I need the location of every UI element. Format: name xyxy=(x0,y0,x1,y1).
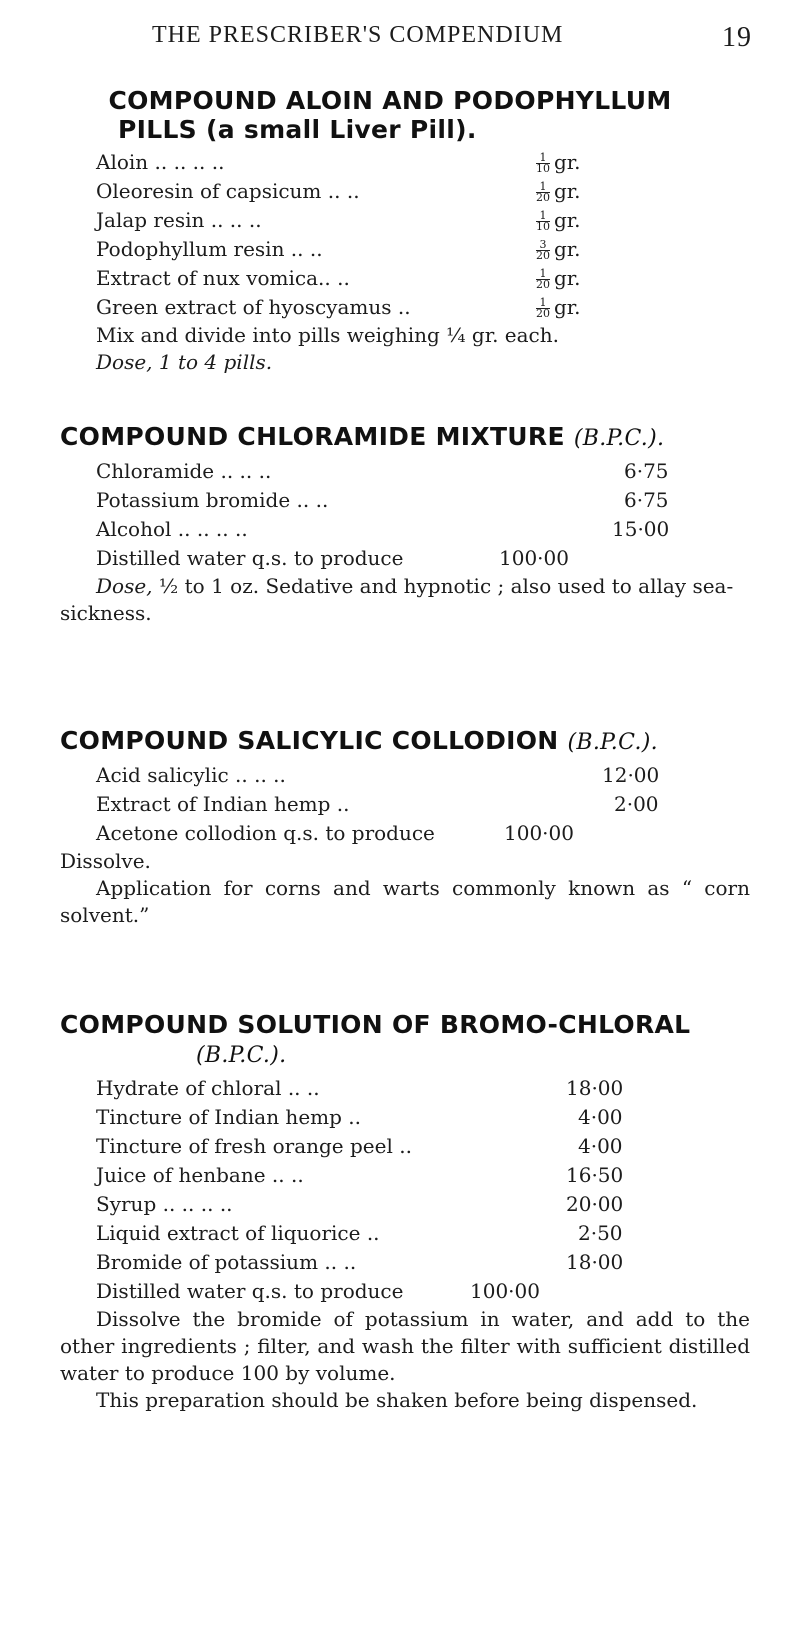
ingredient-amount: 100·00 xyxy=(470,1279,540,1303)
ingredient-row xyxy=(96,206,750,235)
ingredient-amount: 6·75 xyxy=(624,459,669,483)
ingredient-row xyxy=(96,1190,750,1219)
ingredient-row xyxy=(96,1161,750,1190)
ingredient-row xyxy=(96,1219,750,1248)
section-bromo-chloral-solution xyxy=(60,1010,750,1414)
section-aloin-pills xyxy=(60,86,750,376)
ingredient-amount: 18·00 xyxy=(566,1250,624,1274)
usage-notes: Application for corns and warts commonly known as “ corn solvent.” xyxy=(60,876,750,927)
pharmacopoeia-ref: (B.P.C.). xyxy=(573,426,665,451)
ingredient-row xyxy=(96,1248,750,1277)
ingredient-row xyxy=(96,457,750,486)
ingredient-name: Potassium bromide .. .. xyxy=(96,488,329,512)
dose-label: Dose, xyxy=(96,574,153,598)
usage-notes: This preparation should be shaken before being dispensed. xyxy=(96,1388,698,1412)
ingredient-name: Jalap resin .. .. .. xyxy=(96,208,262,232)
running-title: THE PRESCRIBER'S COMPENDIUM xyxy=(152,22,564,48)
section-title: COMPOUND ALOIN AND PODOPHYLLUM xyxy=(108,86,672,115)
ingredient-name: Liquid extract of liquorice .. xyxy=(96,1221,380,1245)
ingredient-amount: $\frac{1}{20}$ gr. xyxy=(536,295,581,320)
ingredient-name: Extract of nux vomica.. .. xyxy=(96,266,350,290)
pharmacopoeia-ref: (B.P.C.). xyxy=(196,1043,287,1068)
ingredient-row xyxy=(96,544,750,573)
ingredient-amount: 2·50 xyxy=(578,1221,623,1245)
ingredient-amount: 15·00 xyxy=(612,517,670,541)
pharmacopoeia-ref: (B.P.C.). xyxy=(567,730,658,755)
ingredient-name: Green extract of hyoscyamus .. xyxy=(96,295,411,319)
fraction: $\frac{1}{20}$ xyxy=(536,296,550,320)
ingredient-row xyxy=(96,486,750,515)
ingredient-amount: 6·75 xyxy=(624,488,669,512)
ingredient-row xyxy=(96,177,750,206)
ingredient-name: Aloin .. .. .. .. xyxy=(96,150,225,174)
section-title-row xyxy=(60,726,750,755)
ingredient-row xyxy=(96,761,750,790)
ingredient-name: Hydrate of chloral .. .. xyxy=(96,1076,320,1100)
ingredient-amount: 2·00 xyxy=(614,792,659,816)
fraction: $\frac{1}{20}$ xyxy=(536,267,550,291)
preparation-instructions: Mix and divide into pills weighing ¼ gr. each. xyxy=(96,323,559,347)
ingredient-amount: 4·00 xyxy=(578,1105,623,1129)
section-chloramide-mixture xyxy=(60,422,750,627)
ingredient-amount: $\frac{1}{20}$ gr. xyxy=(536,266,581,291)
section-title-row xyxy=(60,1039,750,1068)
page-number: 19 xyxy=(722,22,752,53)
ingredient-row xyxy=(96,819,750,848)
ingredient-amount: 16·50 xyxy=(566,1163,624,1187)
dose-text: Dose, 1 to 4 pills. xyxy=(96,350,273,374)
ingredient-amount: 100·00 xyxy=(499,546,569,570)
fraction: $\frac{1}{20}$ xyxy=(536,180,550,204)
ingredient-amount: $\frac{1}{10}$ gr. xyxy=(536,208,581,233)
ingredient-amount: $\frac{1}{10}$ gr. xyxy=(536,150,581,175)
ingredient-name: Juice of henbane .. .. xyxy=(96,1163,304,1187)
section-salicylic-collodion xyxy=(60,726,750,929)
ingredient-row xyxy=(96,790,750,819)
preparation-instructions: Dissolve the bromide of potassium in water, and add to the other ingredients ; filter, and wash the filter with sufficient distilled water to produce 100 by volume. xyxy=(60,1307,750,1385)
ingredient-name: Alcohol .. .. .. .. xyxy=(96,517,248,541)
section-subtitle: PILLS (a small Liver Pill). xyxy=(118,115,477,144)
ingredient-name: Tincture of fresh orange peel .. xyxy=(96,1134,412,1158)
section-title: COMPOUND CHLORAMIDE MIXTURE xyxy=(60,422,565,451)
ingredient-amount: 4·00 xyxy=(578,1134,623,1158)
ingredient-name: Acetone collodion q.s. to produce xyxy=(96,821,435,845)
ingredient-amount: $\frac{1}{20}$ gr. xyxy=(536,179,581,204)
ingredient-name: Oleoresin of capsicum .. .. xyxy=(96,179,360,203)
ingredient-row xyxy=(96,293,750,322)
ingredient-row xyxy=(96,1277,750,1306)
ingredient-name: Acid salicylic .. .. .. xyxy=(96,763,286,787)
fraction: $\frac{3}{20}$ xyxy=(536,238,550,262)
preparation-instructions: Dissolve. xyxy=(60,849,151,873)
fraction: $\frac{1}{10}$ xyxy=(536,151,550,175)
ingredient-name: Chloramide .. .. .. xyxy=(96,459,272,483)
ingredient-name: Syrup .. .. .. .. xyxy=(96,1192,233,1216)
dose-text xyxy=(60,573,750,627)
dose-description: ½ to 1 oz. Sedative and hypnotic ; also used to allay sea-sickness. xyxy=(60,574,734,625)
ingredient-amount: 18·00 xyxy=(566,1076,624,1100)
ingredient-amount: 12·00 xyxy=(602,763,660,787)
ingredient-name: Extract of Indian hemp .. xyxy=(96,792,350,816)
ingredient-name: Distilled water q.s. to produce xyxy=(96,546,404,570)
ingredient-amount: $\frac{3}{20}$ gr. xyxy=(536,237,581,262)
ingredient-row xyxy=(96,264,750,293)
ingredient-amount: 100·00 xyxy=(504,821,574,845)
ingredient-row xyxy=(96,1074,750,1103)
ingredient-row xyxy=(96,235,750,264)
section-title: COMPOUND SOLUTION OF BROMO-CHLORAL xyxy=(60,1010,691,1039)
ingredient-row xyxy=(96,515,750,544)
ingredient-name: Podophyllum resin .. .. xyxy=(96,237,323,261)
running-header xyxy=(152,22,752,53)
section-title: COMPOUND SALICYLIC COLLODION xyxy=(60,726,559,755)
ingredient-row xyxy=(96,1132,750,1161)
ingredient-name: Bromide of potassium .. .. xyxy=(96,1250,357,1274)
section-title-row xyxy=(60,422,750,451)
ingredient-name: Tincture of Indian hemp .. xyxy=(96,1105,361,1129)
ingredient-row xyxy=(96,1103,750,1132)
ingredient-row xyxy=(96,148,750,177)
ingredient-amount: 20·00 xyxy=(566,1192,624,1216)
ingredient-name: Distilled water q.s. to produce xyxy=(96,1279,404,1303)
fraction: $\frac{1}{10}$ xyxy=(536,209,550,233)
